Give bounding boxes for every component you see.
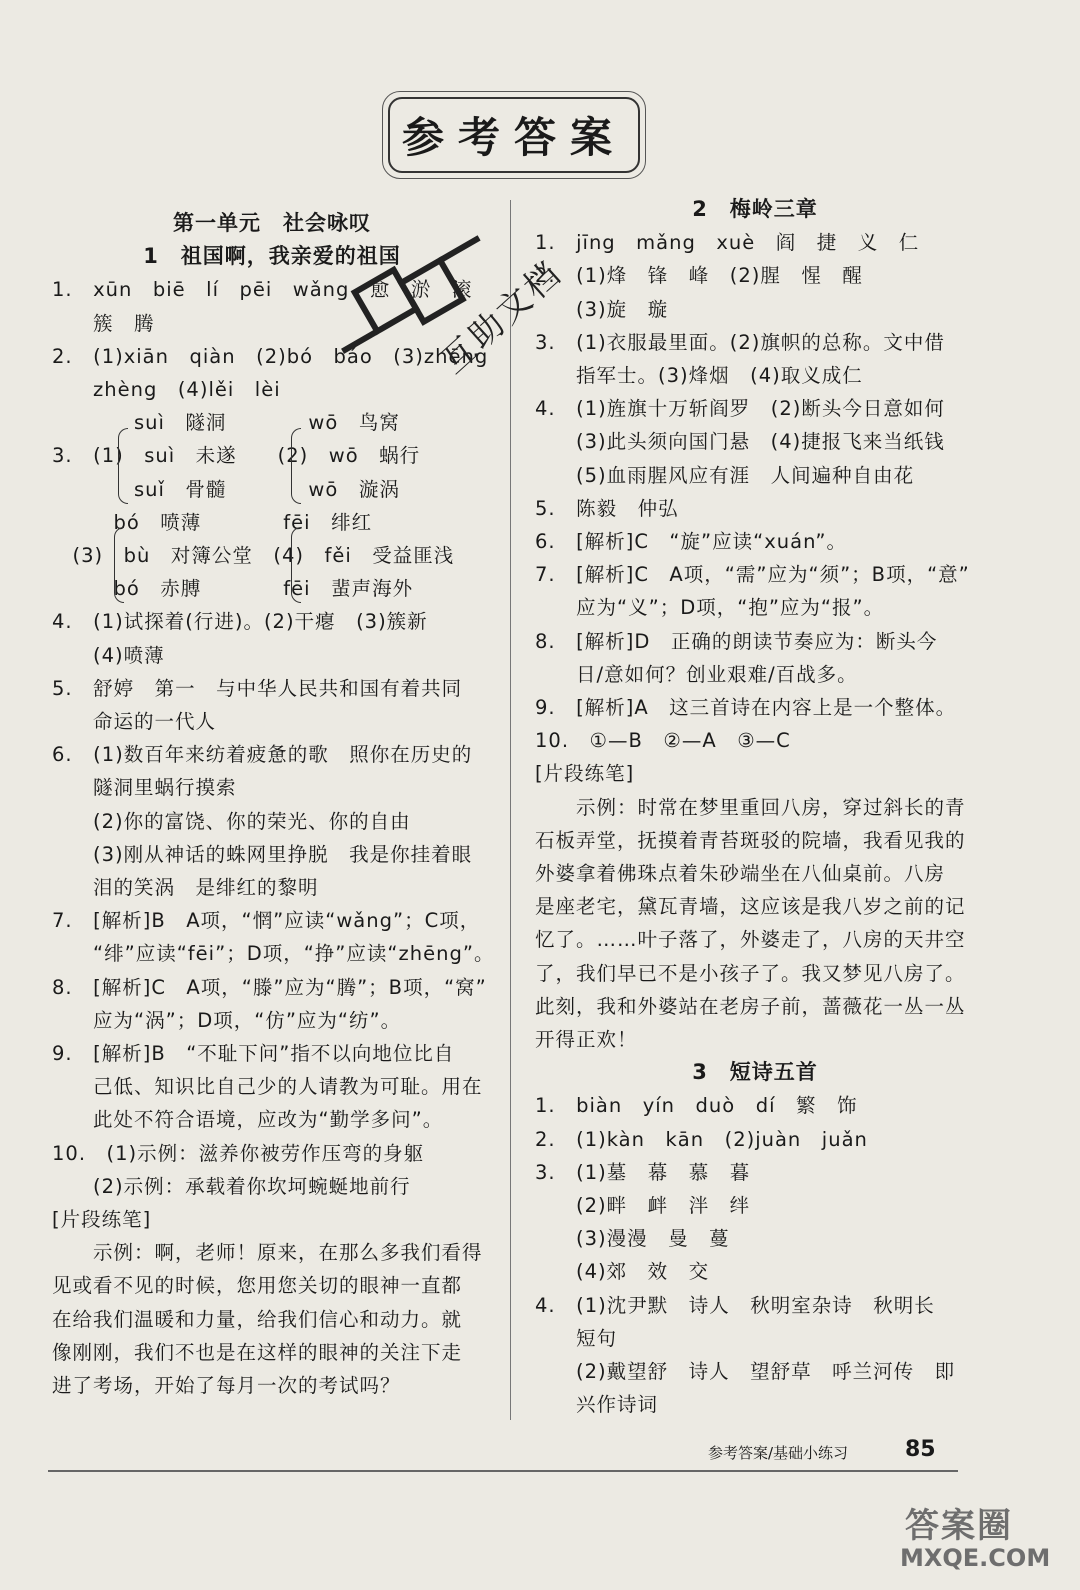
answer-line: (3)此头须向国门悬 (4)捷报飞来当纸钱 [535, 430, 945, 454]
section-heading: 1 祖国啊，我亲爱的祖国 [143, 244, 401, 269]
answer-line: 应为“义”；D项，“抱”应为“报”。 [535, 596, 885, 620]
answer-line: 隧洞里蜗行摸索 [52, 776, 237, 800]
answer-line: 此刻，我和外婆站在老房子前，蔷薇花一丛一丛 [535, 994, 966, 1018]
answer-line: 5. 陈毅 仲弘 [535, 496, 679, 520]
answer-line: (3) bù 对簿公堂 (4) fěi 受益匪浅 [52, 544, 455, 567]
brace-mark [118, 428, 128, 504]
answer-line: 1. biàn yín duò dí 繁 饰 [535, 1094, 858, 1118]
answer-line: [片段练笔] [52, 1208, 152, 1231]
answer-line: (2)畔 衅 泮 绊 [535, 1194, 751, 1217]
answer-line: 4. (1)试探着(行进)。(2)干瘪 (3)簇新 [52, 610, 428, 634]
answer-line: 示例：啊，老师！原来，在那么多我们看得 [52, 1241, 483, 1265]
column-divider [510, 200, 511, 1420]
answer-line: (2)示例：承载着你坎坷蜿蜒地前行 [52, 1174, 411, 1198]
watermark-text: 互助文档 [433, 252, 571, 382]
footer-rule [48, 1470, 958, 1472]
section-heading: 3 短诗五首 [692, 1060, 818, 1085]
answer-line: 指军士。(3)烽烟 (4)取义成仁 [535, 364, 863, 387]
answer-line: 4. (1)沈尹默 诗人 秋明室杂诗 秋明长 [535, 1293, 935, 1317]
answer-line: (5)血雨腥风应有涯 人间遍种自由花 [535, 463, 915, 487]
answer-line: 3. (1) suì 未遂 (2) wō 蜗行 [52, 444, 421, 468]
answer-line: [片段练笔] [535, 762, 635, 786]
answer-line: 开得正欢！ [535, 1028, 638, 1051]
answer-line: 10. ①—B ②—A ③—C [535, 729, 791, 753]
section-heading: 2 梅岭三章 [692, 197, 818, 221]
answer-line: 示例：时常在梦里重回八房，穿过斜长的青 [535, 795, 966, 819]
answer-line: 了，我们早已不是小孩子了。我又梦见八房了。 [535, 961, 966, 985]
brace-mark [291, 527, 301, 603]
answer-line: 外婆拿着佛珠点着朱砂端坐在八仙桌前。八房 [535, 862, 946, 885]
answer-line: 日/意如何？创业艰难/百战多。 [535, 662, 858, 686]
answer-line: 进了考场，开始了每月一次的考试吗？ [52, 1374, 401, 1397]
answer-line: 在给我们温暖和力量，给我们信心和动力。就 [52, 1307, 463, 1331]
answer-line: (3)漫漫 曼 蔓 [535, 1227, 730, 1251]
answer-line: 己低、知识比自己少的人请教为可耻。用在 [52, 1075, 483, 1099]
answer-line: 簇 腾 [52, 311, 155, 335]
answer-line: 3. (1)衣服最里面。(2)旗帜的总称。文中借 [535, 330, 945, 354]
answer-line: 7. [解析]B A项，“惘”应读“wǎng”；C项， [52, 909, 481, 933]
answer-line: 2. (1)烽 锋 峰 (2)腥 惺 醒 [535, 264, 863, 288]
answer-line: (4)喷薄 [52, 643, 165, 667]
answer-line: 6. (1)数百年来纺着疲惫的歌 照你在历史的 [52, 743, 473, 767]
answer-line: 泪的笑涡 是绯红的黎明 [52, 876, 319, 899]
answer-line: 2. (1)kàn kān (2)juàn juǎn [535, 1127, 868, 1151]
answer-line: (3)刚从神话的蛛网里挣脱 我是你挂着眼 [52, 842, 473, 866]
answer-line: 4. (1)旌旗十万斩阎罗 (2)断头今日意如何 [535, 397, 945, 421]
answer-line: 石板弄堂，抚摸着青苔斑驳的院墙，我看见我的 [535, 828, 966, 852]
answer-line: 8. [解析]C A项，“滕”应为“腾”；B项，“窝” [52, 975, 487, 999]
answer-line: 见或看不见的时候，您用您关切的眼神一直都 [52, 1274, 463, 1298]
answer-line: 9. [解析]A 这三首诗在内容上是一个整体。 [535, 696, 957, 719]
answer-line: 是座老宅，黛瓦青墙，这应该是我八岁之前的记 [535, 895, 966, 919]
page-number: 85 [905, 1437, 936, 1462]
answer-line: “绯”应读“fēi”；D项，“挣”应读“zhēng”。 [52, 942, 495, 966]
answer-line: 3. (1)墓 幕 慕 暮 [535, 1160, 751, 1184]
answer-line: 1. xūn biē lí pēi wǎng 愈 淤 滚 [52, 278, 473, 302]
answer-line: 2. (1)xiān qiàn (2)bó báo (3)zhēng [52, 344, 489, 368]
page-title: 参考答案 [388, 97, 640, 173]
answer-line: (2)你的富饶、你的荣光、你的自由 [52, 809, 411, 833]
answer-line: bó 喷薄 fēi 绯红 [52, 510, 373, 534]
brace-mark [114, 527, 124, 603]
answer-line: 6. [解析]C “旋”应读“xuán”。 [535, 530, 847, 553]
answer-line: 1. jīng mǎng xuè 阎 捷 义 仁 [535, 231, 920, 255]
answer-line: suǐ 骨髓 wō 漩涡 [52, 477, 400, 501]
answer-line: 兴作诗词 [535, 1393, 659, 1417]
answer-line: 10. (1)示例：滋养你被劳作压弯的身躯 [52, 1141, 425, 1165]
answer-line: 命运的一代人 [52, 710, 217, 733]
answer-line: suì 隧洞 wō 鸟窝 [52, 411, 400, 435]
answer-line: (2)戴望舒 诗人 望舒草 呼兰河传 即 [535, 1360, 956, 1383]
answer-line: (3)旋 璇 [535, 297, 669, 321]
answer-line: 忆了。……叶子落了，外婆走了，八房的天井空 [535, 928, 966, 952]
answer-line: 7. [解析]C A项，“需”应为“须”；B项，“意” [535, 563, 970, 587]
answer-line: 8. [解析]D 正确的朗读节奏应为：断头今 [535, 629, 938, 653]
answer-line: 9. [解析]B “不耻下问”指不以向地位比自 [52, 1042, 455, 1065]
answer-line: 5. 舒婷 第一 与中华人民共和国有着共同 [52, 676, 463, 700]
answer-line: 此处不符合语境，应改为“勤学多问”。 [52, 1108, 444, 1132]
section-heading: 第一单元 社会咏叹 [173, 211, 371, 235]
brace-mark [291, 428, 301, 504]
answer-line: zhèng (4)lěi lèi [52, 378, 281, 401]
answer-line: 应为“涡”；D项，“仿”应为“纺”。 [52, 1008, 402, 1032]
answer-line: 像刚刚，我们不也是在这样的眼神的关注下走 [52, 1340, 463, 1364]
answer-line: (4)郊 效 交 [535, 1260, 710, 1284]
answer-line: 短句 [535, 1326, 618, 1350]
corner-logo: 答案圈 [905, 1506, 1013, 1546]
footer-label: 参考答案/基础小练习 [708, 1444, 849, 1462]
corner-url: MXQE.COM [900, 1544, 1051, 1572]
answer-line: bó 赤膊 fēi 蜚声海外 [52, 577, 414, 601]
